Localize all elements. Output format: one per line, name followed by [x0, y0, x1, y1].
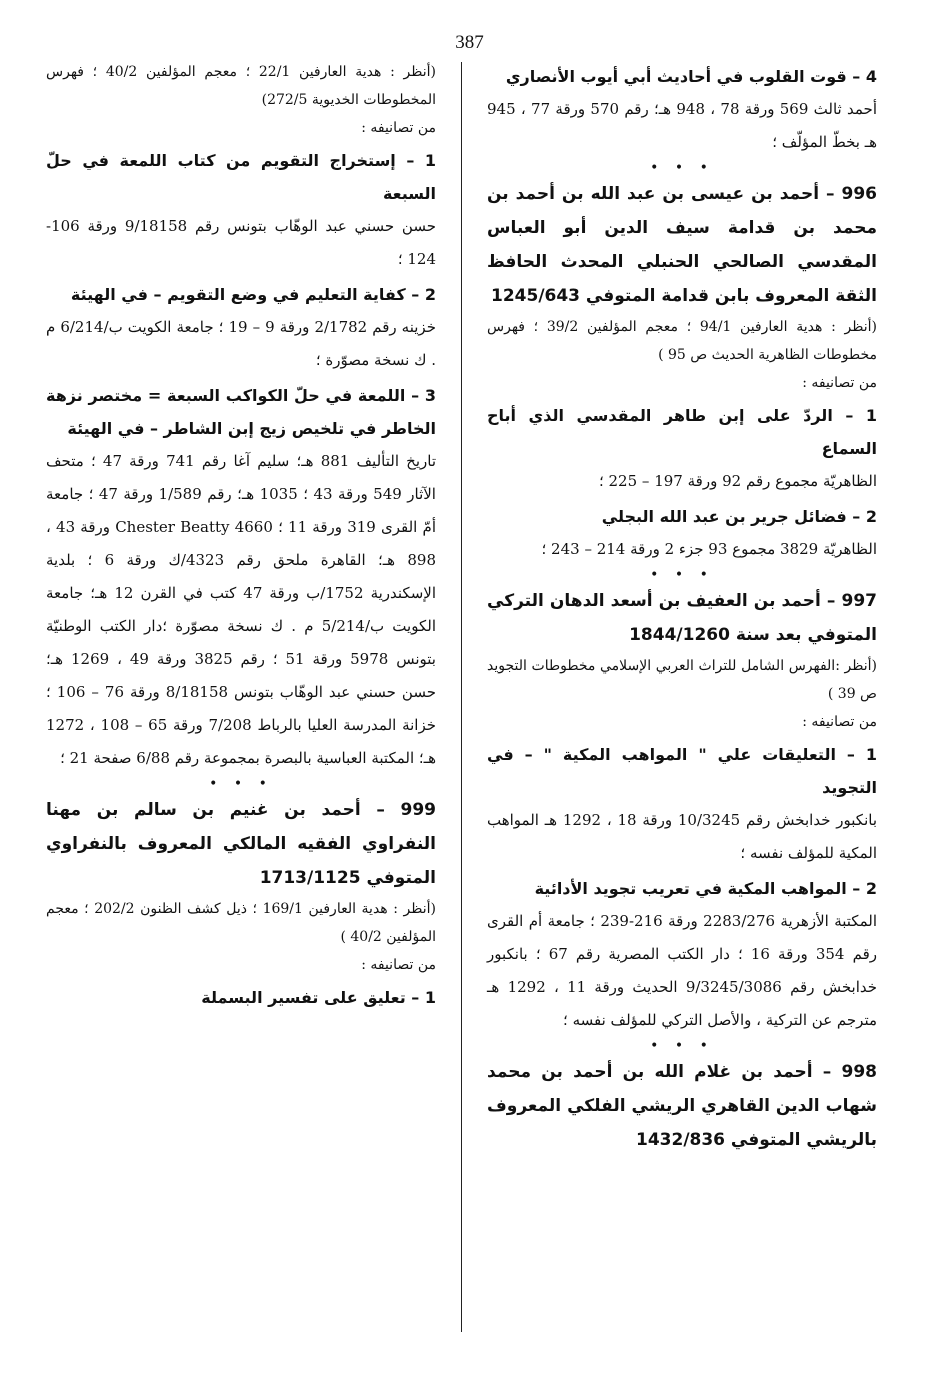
right-column	[487, 58, 877, 1157]
entry-996-reference: (أنظر : هدية العارفين 94/1 ؛ معجم المؤلفين 39/2 ؛ فهرس مخطوطات الظاهرية الحديث ص 95 )	[487, 319, 877, 363]
separator: • • •	[650, 1038, 714, 1054]
entry-998-work-1-heading: 1 – إستخراج التقويم من كتاب اللمعة في حلّ السبعة	[46, 151, 436, 203]
entry-998-heading: 998 – أحمد بن غلام الله بن أحمد بن محمد شهاب الدين القاهري الريشي الفلكي المعروف بالريشي المتوفي 1432/836	[487, 1062, 877, 1150]
entry-998-work-1-body: حسن حسني عبد الوهّاب بتونس رقم 9/18158 ورقة 106- 124 ؛	[46, 217, 436, 268]
entry-997-heading: 997 – أحمد بن العفيف بن أسعد الدهان التركي المتوفي بعد سنة 1844/1260	[487, 591, 877, 645]
entry-998-works-label: من تصانيفه :	[361, 120, 436, 136]
entry-996-work-1-body: الظاهريّة مجموع رقم 92 ورقة 197 – 225 ؛	[598, 472, 877, 490]
entry-999-reference: (أنظر : هدية العارفين 169/1 ؛ ذيل كشف الظنون 202/2 ؛ معجم المؤلفين 40/2 )	[46, 901, 436, 945]
entry-996-work-2-heading: 2 – فضائل جرير بن عبد الله البجلي	[601, 507, 877, 526]
entry-996-work-1-heading: 1 – الردّ على إبن طاهر المقدسي الذي أباح السماع	[487, 406, 877, 458]
entry-998-work-2-body: خزينه رقم 2/1782 ورقة 9 – 19 ؛ جامعة الكويت ب/6/214 م . ك نسخة مصوّرة ؛	[46, 318, 436, 369]
column-divider	[461, 62, 462, 1332]
entry-997-work-2-body: المكتبة الأزهرية 2283/276 ورقة 216-239 ؛ جامعة أم القرى رقم 354 ورقة 16 ؛ دار الكتب المصرية رقم 67 ؛ بانكبور خدابخش رقم 9/3245/3086 الحديث ورقة 11 ، 1292 هـ مترجم عن التركية ، والأصل التركي للمؤلف نفسه ؛	[487, 912, 878, 1029]
separator: • • •	[650, 567, 714, 583]
entry-998-work-2-heading: 2 – كفاية التعليم في وضع التقويم – في الهيئة	[70, 285, 436, 304]
entry-4-heading: 4 – قوت القلوب في أحاديث أبي أيوب الأنصاري	[505, 67, 877, 86]
entry-999-works-label: من تصانيفه :	[361, 957, 436, 973]
entry-996-works-label: من تصانيفه :	[802, 375, 877, 391]
page-number: 387	[455, 32, 484, 53]
entry-997-work-1-body: بانكبور خدابخش رقم 10/3245 ورقة 18 ، 1292 هـ المواهب المكية للمؤلف نفسه ؛	[487, 811, 877, 862]
entry-997-reference: (أنظر :الفهرس الشامل للتراث العربي الإسلامي مخطوطات التجويد ص 39 )	[487, 658, 877, 702]
entry-997-work-2-heading: 2 – المواهب المكية في تعريب تجويد الأدائية	[534, 879, 877, 898]
left-column	[46, 58, 436, 1014]
separator: • • •	[209, 776, 273, 792]
entry-996-work-2-body: الظاهريّة 3829 مجموع 93 جزء 2 ورقة 214 – 243 ؛	[541, 540, 877, 558]
entry-999-heading: 999 – أحمد بن غنيم بن سالم بن مهنا النفراوي الفقيه المالكي المعروف بالنفراوي المتوفي 1713/1125	[46, 800, 436, 888]
entry-998-work-3-heading: 3 – اللمعة في حلّ الكواكب السبعة = مختصر نزهة الخاطر في تلخيص زيج إبن الشاطر – في الهيئة	[46, 386, 436, 438]
entry-4-body: أحمد ثالث 569 ورقة 78 ، 948 هـ؛ رقم 570 ورقة 77 ، 945 هـ بخطّ المؤلّف ؛	[487, 100, 877, 151]
entry-996-heading: 996 – أحمد بن عيسى بن عبد الله بن أحمد بن محمد بن قدامة سيف الدين أبو العباس المقدسي الصالحي الحنبلي المحدث الحافظ الثقة المعروف بابن قدامة المتوفي 1245/643	[487, 184, 877, 306]
entry-998-work-3-body: تاريخ التأليف 881 هـ؛ سليم آغا رقم 741 ورقة 47 ؛ متحف الآثار 549 ورقة 43 ؛ 1035 هـ؛ رقم 1/589 ورقة 47 ؛ جامعة أمّ القرى 319 ورقة 11 ؛ Chester Beatty 4660 ورقة 43 ، 898 هـ؛ القاهرة ملحق رقم 4323/ك ورقة 6 ؛ بلدية الإسكندرية 1752/ب ورقة 47 كتب في القرن 12 هـ؛ جامعة الكويت ب/5/214 م . ك نسخة مصوّرة ؛دار الكتب الوطنيّة بتونس 5978 ورقة 51 ؛ رقم 3825 ورقة 49 ، 1269 هـ؛ حسن حسني عبد الوهّاب بتونس 8/18158 ورقة 76 – 106 ؛ خزانة المدرسة العليا بالرباط 7/208 ورقة 65 – 108 ، 1272 هـ؛ المكتبة العباسية بالبصرة بمجموعة رقم 6/88 صفحة 21 ؛	[46, 452, 437, 767]
entry-999-work-1-heading: 1 – تعليق على تفسير البسملة	[201, 988, 436, 1007]
entry-997-work-1-heading: 1 – التعليقات علي " المواهب المكية " – في التجويد	[487, 745, 877, 797]
entry-998-reference: (أنظر : هدية العارفين 22/1 ؛ معجم المؤلفين 40/2 ؛ فهرس المخطوطات الخديوية 272/5)	[46, 64, 436, 108]
separator: • • •	[650, 160, 714, 176]
entry-997-works-label: من تصانيفه :	[802, 714, 877, 730]
